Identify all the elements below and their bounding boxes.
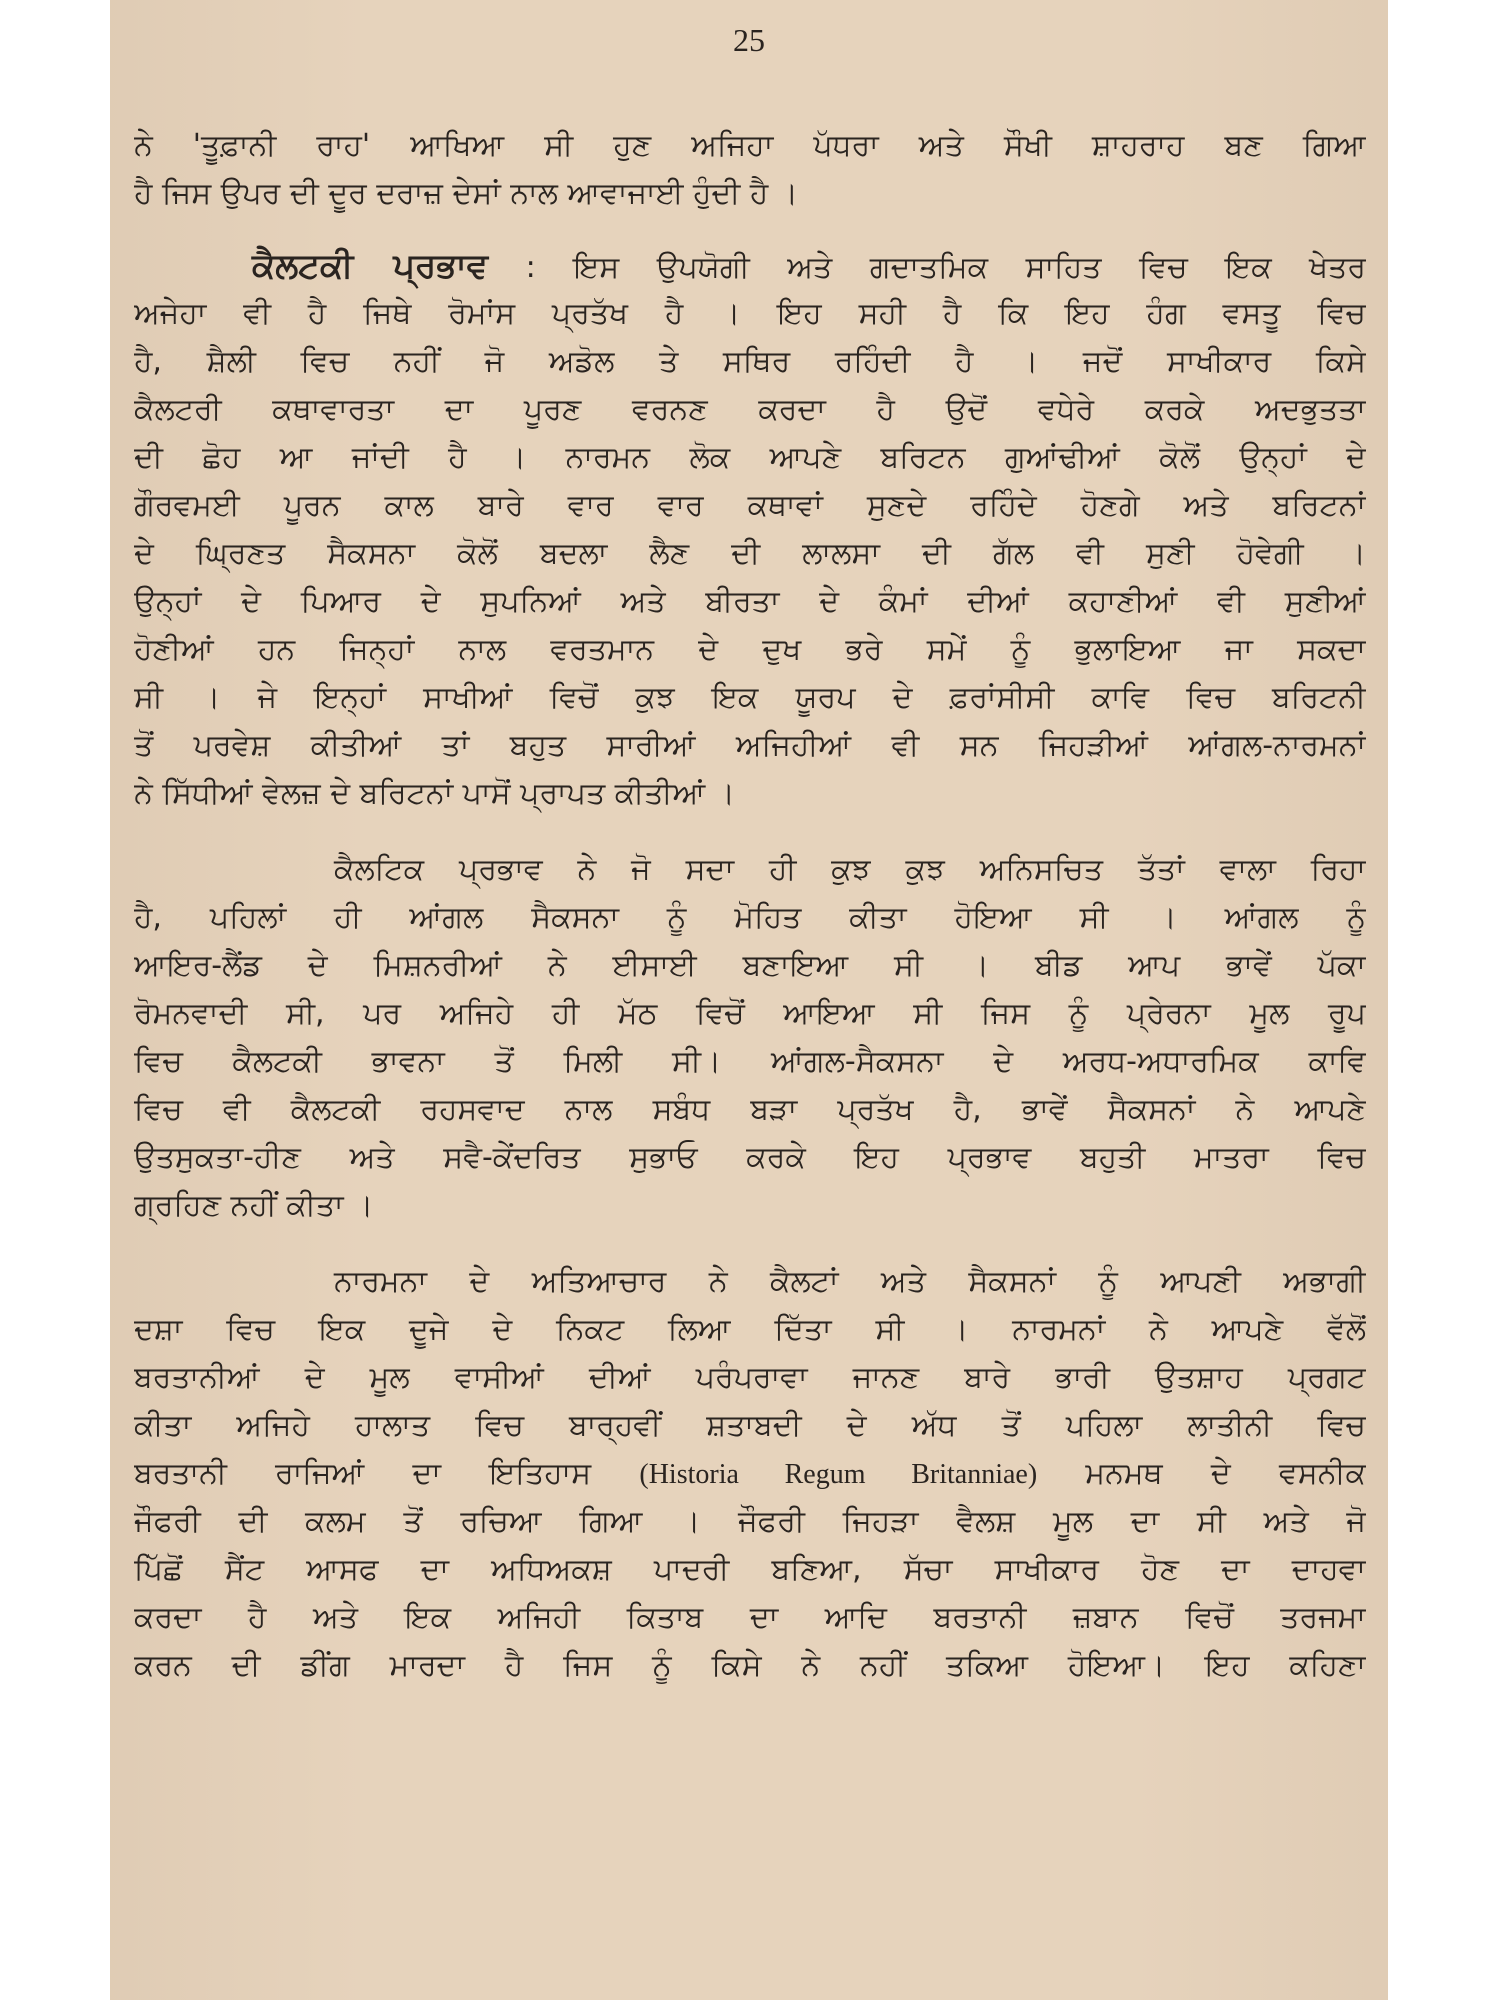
text-line: ਪਿੱਛੋਂ ਸੈਂਟ ਆਸਫ ਦਾ ਅਧਿਅਕਸ਼ ਪਾਦਰੀ ਬਣਿਆ, ਸੱਚਾ ਸਾਖੀਕਾਰ ਹੋਣ ਦਾ ਦਾਹਵਾ bbox=[134, 1552, 1366, 1587]
text-line: ਹੈ, ਪਹਿਲਾਂ ਹੀ ਆਂਗਲ ਸੈਕਸਨਾ ਨੂੰ ਮੋਹਿਤ ਕੀਤਾ ਹੋਇਆ ਸੀ । ਆਂਗਲ ਨੂੰ bbox=[134, 900, 1366, 935]
paragraph-gap bbox=[134, 818, 1366, 846]
text-line: ਨੇ 'ਤੂਫ਼ਾਨੀ ਰਾਹ' ਆਖਿਆ ਸੀ ਹੁਣ ਅਜਿਹਾ ਪੱਧਰਾ ਅਤੇ ਸੌਖੀ ਸ਼ਾਹਰਾਹ ਬਣ ਗਿਆ bbox=[134, 128, 1366, 163]
text-fragment: : ਇਸ ਉਪਯੋਗੀ ਅਤੇ ਗਦਾਤਮਿਕ ਸਾਹਿਤ ਵਿਚ ਇਕ ਖੇਤਰ bbox=[525, 250, 1366, 285]
latin-title: (Historia Regum Britanniae) bbox=[639, 1459, 1038, 1490]
text-fragment: ਬਰਤਾਨੀ ਰਾਜਿਆਂ ਦਾ ਇਤਿਹਾਸ bbox=[134, 1456, 592, 1491]
page-body bbox=[134, 122, 1366, 1690]
text-line: ਦਸ਼ਾ ਵਿਚ ਇਕ ਦੂਜੇ ਦੇ ਨਿਕਟ ਲਿਆ ਦਿੱਤਾ ਸੀ । ਨਾਰਮਨਾਂ ਨੇ ਆਪਣੇ ਵੱਲੋਂ bbox=[134, 1312, 1366, 1347]
text-line: ਉਨ੍ਹਾਂ ਦੇ ਪਿਆਰ ਦੇ ਸੁਪਨਿਆਂ ਅਤੇ ਬੀਰਤਾ ਦੇ ਕੰਮਾਂ ਦੀਆਂ ਕਹਾਣੀਆਂ ਵੀ ਸੁਣੀਆਂ bbox=[134, 584, 1366, 619]
text-line: ਅਜੇਹਾ ਵੀ ਹੈ ਜਿਥੇ ਰੋਮਾਂਸ ਪ੍ਰਤੱਖ ਹੈ । ਇਹ ਸਹੀ ਹੈ ਕਿ ਇਹ ਹੰਗ ਵਸਤੂ ਵਿਚ bbox=[134, 296, 1366, 331]
text-line: ਗੌਰਵਮਈ ਪੂਰਨ ਕਾਲ ਬਾਰੇ ਵਾਰ ਵਾਰ ਕਥਾਵਾਂ ਸੁਣਦੇ ਰਹਿੰਦੇ ਹੋਣਗੇ ਅਤੇ ਬਰਿਟਨਾਂ bbox=[134, 488, 1366, 523]
text-line: ਕਰਦਾ ਹੈ ਅਤੇ ਇਕ ਅਜਿਹੀ ਕਿਤਾਬ ਦਾ ਆਦਿ ਬਰਤਾਨੀ ਜ਼ਬਾਨ ਵਿਚੋਂ ਤਰਜਮਾ bbox=[134, 1600, 1366, 1635]
paragraph-norman-oppression bbox=[134, 1258, 1366, 1690]
text-line: ਕੈਲਟਿਕ ਪ੍ਰਭਾਵ ਨੇ ਜੋ ਸਦਾ ਹੀ ਕੁਝ ਕੁਝ ਅਨਿਸਚਿਤ ਤੱਤਾਂ ਵਾਲਾ ਰਿਹਾ bbox=[334, 852, 1366, 887]
section-gap bbox=[134, 218, 1366, 242]
section-heading: ਕੈਲਟਕੀ ਪ੍ਰਭਾਵ bbox=[252, 246, 489, 286]
text-line: ਆਇਰ-ਲੈਂਡ ਦੇ ਮਿਸ਼ਨਰੀਆਂ ਨੇ ਈਸਾਈ ਬਣਾਇਆ ਸੀ । ਬੀਡ ਆਪ ਭਾਵੇਂ ਪੱਕਾ bbox=[134, 948, 1366, 983]
text-line: ਵਿਚ ਕੈਲਟਕੀ ਭਾਵਨਾ ਤੋਂ ਮਿਲੀ ਸੀ। ਆਂਗਲ-ਸੈਕਸਨਾ ਦੇ ਅਰਧ-ਅਧਾਰਮਿਕ ਕਾਵਿ bbox=[134, 1044, 1366, 1079]
page-number: 25 bbox=[733, 22, 765, 58]
paragraph-celtic-on-anglo-saxons bbox=[134, 846, 1366, 1230]
text-line: ਹੈ ਜਿਸ ਉਪਰ ਦੀ ਦੂਰ ਦਰਾਜ਼ ਦੇਸਾਂ ਨਾਲ ਆਵਾਜਾਈ ਹੁੰਦੀ ਹੈ । bbox=[134, 176, 799, 211]
text-line: ਕਰਨ ਦੀ ਡੀਂਗ ਮਾਰਦਾ ਹੈ ਜਿਸ ਨੂੰ ਕਿਸੇ ਨੇ ਨਹੀਂ ਤਕਿਆ ਹੋਇਆ। ਇਹ ਕਹਿਣਾ bbox=[134, 1648, 1366, 1683]
text-line: ਕੀਤਾ ਅਜਿਹੇ ਹਾਲਾਤ ਵਿਚ ਬਾਰ੍ਹਵੀਂ ਸ਼ਤਾਬਦੀ ਦੇ ਅੱਧ ਤੋਂ ਪਹਿਲਾ ਲਾਤੀਨੀ ਵਿਚ bbox=[134, 1408, 1366, 1443]
text-line: ਬਰਤਾਨੀਆਂ ਦੇ ਮੂਲ ਵਾਸੀਆਂ ਦੀਆਂ ਪਰੰਪਰਾਵਾ ਜਾਨਣ ਬਾਰੇ ਭਾਰੀ ਉਤਸ਼ਾਹ ਪ੍ਰਗਟ bbox=[134, 1360, 1366, 1395]
text-line: ਗ੍ਰਹਿਣ ਨਹੀਂ ਕੀਤਾ । bbox=[134, 1188, 374, 1223]
paragraph-gap bbox=[134, 1230, 1366, 1258]
text-line: ਉਤਸੁਕਤਾ-ਹੀਣ ਅਤੇ ਸਵੈ-ਕੇਂਦਰਿਤ ਸੁਭਾਓ ਕਰਕੇ ਇਹ ਪ੍ਰਭਾਵ ਬਹੁਤੀ ਮਾਤਰਾ ਵਿਚ bbox=[134, 1140, 1366, 1175]
text-line: ਵਿਚ ਵੀ ਕੈਲਟਕੀ ਰਹਸਵਾਦ ਨਾਲ ਸਬੰਧ ਬੜਾ ਪ੍ਰਤੱਖ ਹੈ, ਭਾਵੇਂ ਸੈਕਸਨਾਂ ਨੇ ਆਪਣੇ bbox=[134, 1092, 1366, 1127]
text-line: ਸੀ । ਜੇ ਇਨ੍ਹਾਂ ਸਾਖੀਆਂ ਵਿਚੋਂ ਕੁਝ ਇਕ ਯੂਰਪ ਦੇ ਫ਼ਰਾਂਸੀਸੀ ਕਾਵਿ ਵਿਚ ਬਰਿਟਨੀ bbox=[134, 680, 1366, 715]
text-line: ਕੈਲਟਰੀ ਕਥਾਵਾਰਤਾ ਦਾ ਪੂਰਣ ਵਰਨਣ ਕਰਦਾ ਹੈ ਉਦੋਂ ਵਧੇਰੇ ਕਰਕੇ ਅਦਭੁਤਤਾ bbox=[134, 392, 1366, 427]
text-line: ਜੌਫਰੀ ਦੀ ਕਲਮ ਤੋਂ ਰਚਿਆ ਗਿਆ । ਜੌਫਰੀ ਜਿਹੜਾ ਵੈਲਸ਼ ਮੂਲ ਦਾ ਸੀ ਅਤੇ ਜੋ bbox=[134, 1504, 1366, 1539]
text-line: ਹੋਣੀਆਂ ਹਨ ਜਿਨ੍ਹਾਂ ਨਾਲ ਵਰਤਮਾਨ ਦੇ ਦੁਖ ਭਰੇ ਸਮੇਂ ਨੂੰ ਭੁਲਾਇਆ ਜਾ ਸਕਦਾ bbox=[134, 632, 1366, 667]
text-line: ਨਾਰਮਨਾ ਦੇ ਅਤਿਆਚਾਰ ਨੇ ਕੈਲਟਾਂ ਅਤੇ ਸੈਕਸਨਾਂ ਨੂੰ ਆਪਣੀ ਅਭਾਗੀ bbox=[334, 1264, 1366, 1299]
paragraph-celtic-influence bbox=[134, 242, 1366, 818]
text-line: ਨੇ ਸਿੱਧੀਆਂ ਵੇਲਜ਼ ਦੇ ਬਰਿਟਨਾਂ ਪਾਸੋਂ ਪ੍ਰਾਪਤ ਕੀਤੀਆਂ । bbox=[134, 776, 735, 811]
text-line: ਤੋਂ ਪਰਵੇਸ਼ ਕੀਤੀਆਂ ਤਾਂ ਬਹੁਤ ਸਾਰੀਆਂ ਅਜਿਹੀਆਂ ਵੀ ਸਨ ਜਿਹੜੀਆਂ ਆਂਗਲ-ਨਾਰਮਨਾਂ bbox=[134, 728, 1366, 763]
text-line bbox=[134, 242, 1366, 290]
text-fragment: ਮਨਮਥ ਦੇ ਵਸਨੀਕ bbox=[1085, 1456, 1366, 1491]
text-line: ਦੇ ਘ੍ਰਿਣਤ ਸੈਕਸਨਾ ਕੋਲੋਂ ਬਦਲਾ ਲੈਣ ਦੀ ਲਾਲਸਾ ਦੀ ਗੱਲ ਵੀ ਸੁਣੀ ਹੋਵੇਗੀ । bbox=[134, 536, 1366, 571]
text-line: ਰੋਮਨਵਾਦੀ ਸੀ, ਪਰ ਅਜਿਹੇ ਹੀ ਮੱਠ ਵਿਚੋਂ ਆਇਆ ਸੀ ਜਿਸ ਨੂੰ ਪ੍ਰੇਰਨਾ ਮੂਲ ਰੂਪ bbox=[134, 996, 1366, 1031]
paragraph-continuation bbox=[134, 122, 1366, 218]
text-line: ਹੈ, ਸ਼ੈਲੀ ਵਿਚ ਨਹੀਂ ਜੋ ਅਡੋਲ ਤੇ ਸਥਿਰ ਰਹਿੰਦੀ ਹੈ । ਜਦੋਂ ਸਾਖੀਕਾਰ ਕਿਸੇ bbox=[134, 344, 1366, 379]
book-page bbox=[110, 0, 1388, 2000]
text-line: ਦੀ ਛੋਹ ਆ ਜਾਂਦੀ ਹੈ । ਨਾਰਮਨ ਲੋਕ ਆਪਣੇ ਬਰਿਟਨ ਗੁਆਂਢੀਆਂ ਕੋਲੋਂ ਉਨ੍ਹਾਂ ਦੇ bbox=[134, 440, 1366, 475]
text-line bbox=[134, 1450, 1366, 1498]
